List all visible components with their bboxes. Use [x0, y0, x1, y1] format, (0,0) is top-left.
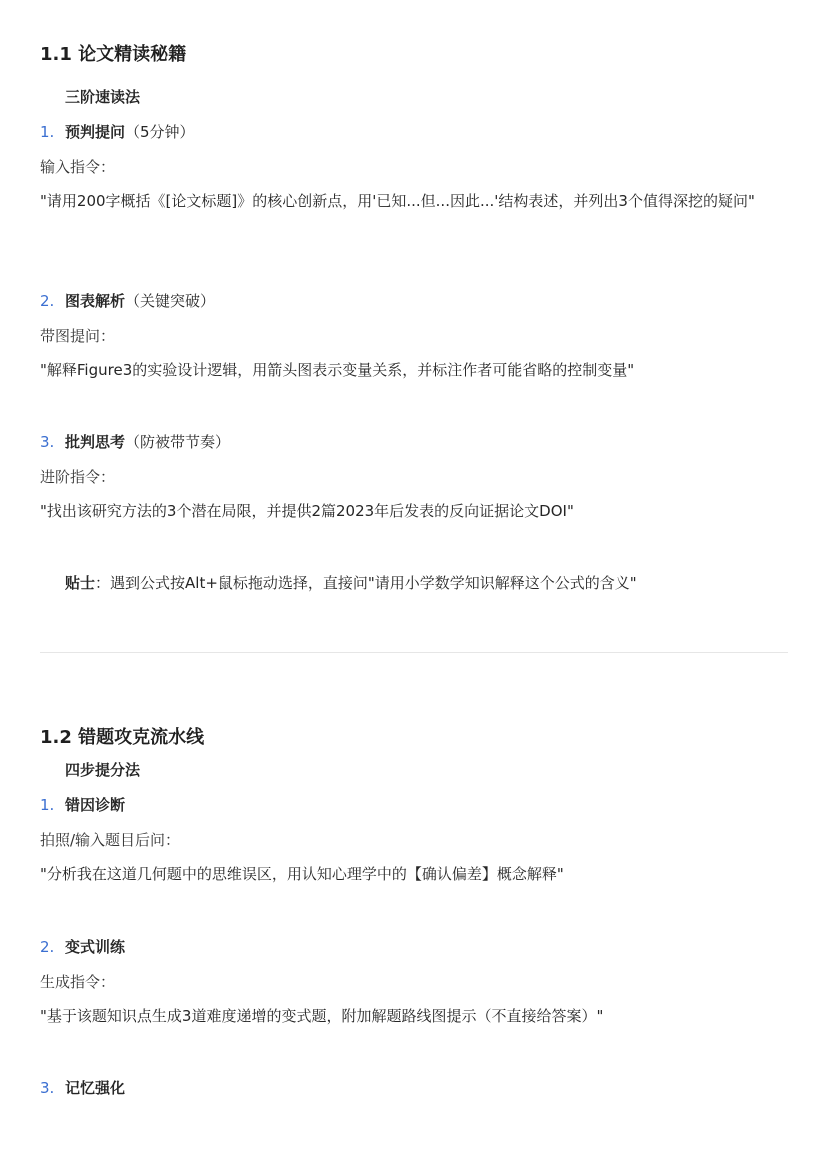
- item-note: 输入指令：: [40, 158, 116, 176]
- list-number: 2.: [40, 938, 55, 956]
- prompt-quote: "请用200字概括《[论文标题]》的核心创新点，用'已知...但...因此...'结构表述，并列出3个值得深挖的疑问": [40, 192, 755, 210]
- prompt-quote: "解释Figure3的实验设计逻辑，用箭头图表示变量关系，并标注作者可能省略的控制变量": [40, 361, 635, 379]
- item-heading: 错因诊断: [65, 796, 126, 814]
- list-number: 1.: [40, 123, 55, 141]
- item-note: 带图提问：: [40, 327, 116, 345]
- list-item: [40, 794, 125, 815]
- item-note: 进阶指令：: [40, 468, 116, 486]
- section-2-subtitle: 四步提分法: [65, 761, 141, 779]
- item-heading: 图表解析: [65, 292, 126, 310]
- list-number: 2.: [40, 292, 55, 310]
- list-item: [40, 121, 195, 142]
- list-number: 1.: [40, 796, 55, 814]
- item-heading: 批判思考: [65, 433, 126, 451]
- prompt-quote: "找出该研究方法的3个潜在局限，并提供2篇2023年后发表的反向证据论文DOI": [40, 502, 574, 520]
- item-note: 生成指令：: [40, 973, 116, 991]
- item-suffix: （防被带节奏）: [125, 433, 231, 451]
- tip-text: ：遇到公式按Alt+鼠标拖动选择，直接问"请用小学数学知识解释这个公式的含义": [95, 574, 637, 592]
- prompt-quote: "基于该题知识点生成3道难度递增的变式题，附加解题路线图提示（不直接给答案）": [40, 1007, 604, 1025]
- section-divider: [40, 652, 788, 653]
- prompt-quote: "分析我在这道几何题中的思维误区，用认知心理学中的【确认偏差】概念解释": [40, 865, 564, 883]
- section-1-subtitle: 三阶速读法: [65, 88, 141, 106]
- list-item: [40, 1077, 125, 1098]
- list-number: 3.: [40, 433, 55, 451]
- section-2-title: 1.2 错题攻克流水线: [40, 727, 205, 748]
- item-heading: 预判提问: [65, 123, 126, 141]
- item-heading: 记忆强化: [65, 1079, 126, 1097]
- item-heading: 变式训练: [65, 938, 126, 956]
- list-item: [40, 290, 215, 311]
- section-1-title: 1.1 论文精读秘籍: [40, 44, 187, 65]
- tip-note: [65, 572, 637, 593]
- list-number: 3.: [40, 1079, 55, 1097]
- item-suffix: （5分钟）: [125, 123, 195, 141]
- tip-label: 贴士: [65, 574, 96, 592]
- item-suffix: （关键突破）: [125, 292, 216, 310]
- list-item: [40, 936, 125, 957]
- list-item: [40, 431, 230, 452]
- item-note: 拍照/输入题目后问：: [40, 831, 181, 849]
